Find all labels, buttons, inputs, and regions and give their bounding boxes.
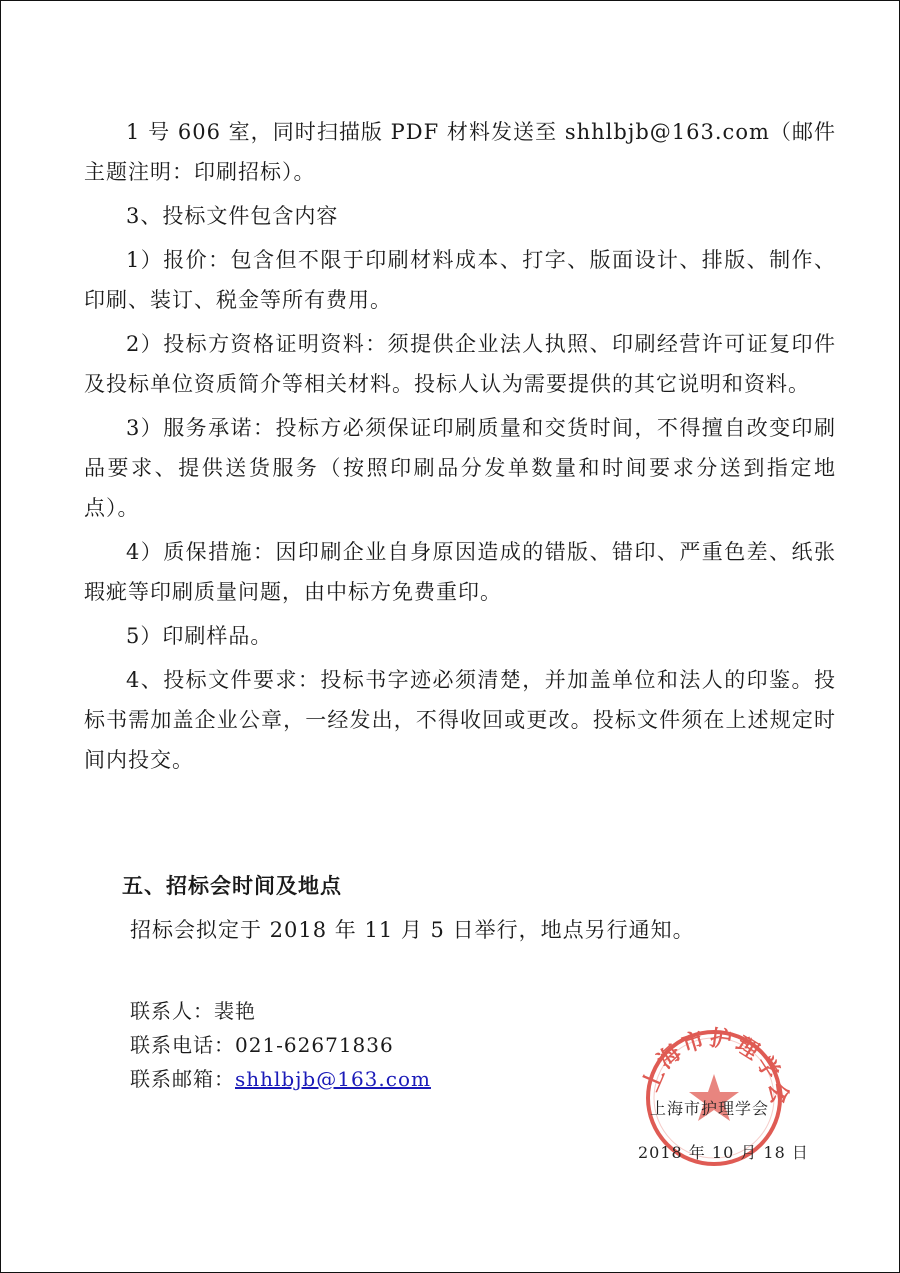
contact-person: 联系人：裴艳 bbox=[130, 999, 256, 1023]
paragraph-bid-contents-heading: 3、投标文件包含内容 bbox=[126, 204, 339, 228]
paragraph-quotation: 1）报价：包含但不限于印刷材料成本、打字、版面设计、排版、制作、印刷、装订、税金等所有费用。 bbox=[84, 248, 836, 312]
paragraph-bid-requirements: 4、投标文件要求：投标书字迹必须清楚，并加盖单位和法人的印鉴。投标书需加盖企业公章，一经发出，不得收回或更改。投标文件须在上述规定时间内投交。 bbox=[84, 668, 836, 772]
section-heading-meeting: 五、招标会时间及地点 bbox=[122, 874, 342, 898]
meeting-time-text: 招标会拟定于 2018 年 11 月 5 日举行，地点另行通知。 bbox=[130, 918, 695, 942]
paragraph-print-sample: 5）印刷样品。 bbox=[126, 624, 273, 648]
contact-phone: 联系电话：021-62671836 bbox=[130, 1033, 394, 1057]
document-body bbox=[84, 112, 836, 784]
signing-organization: 上海市护理学会 bbox=[650, 1099, 770, 1118]
contact-email-link[interactable]: shhlbjb@163.com bbox=[235, 1067, 431, 1091]
contact-email-line bbox=[130, 1062, 431, 1096]
signing-date: 2018 年 10 月 18 日 bbox=[638, 1143, 809, 1162]
contact-email-label: 联系邮箱： bbox=[130, 1067, 235, 1091]
seal-text: 上海市护理学会 bbox=[638, 1026, 792, 1109]
paragraph-submission: 1 号 606 室，同时扫描版 PDF 材料发送至 shhlbjb@163.com（邮件主题注明：印刷招标）。 bbox=[84, 120, 836, 184]
paragraph-quality-assurance: 4）质保措施：因印刷企业自身原因造成的错版、错印、严重色差、纸张瑕疵等印刷质量问题，由中标方免费重印。 bbox=[84, 540, 836, 604]
contact-block bbox=[130, 994, 431, 1096]
paragraph-qualification: 2）投标方资格证明资料：须提供企业法人执照、印刷经营许可证复印件及投标单位资质简介等相关材料。投标人认为需要提供的其它说明和资料。 bbox=[84, 332, 836, 396]
paragraph-service-commitment: 3）服务承诺：投标方必须保证印刷质量和交货时间，不得擅自改变印刷品要求、提供送货服务（按照印刷品分发单数量和时间要求分送到指定地点）。 bbox=[84, 416, 836, 520]
